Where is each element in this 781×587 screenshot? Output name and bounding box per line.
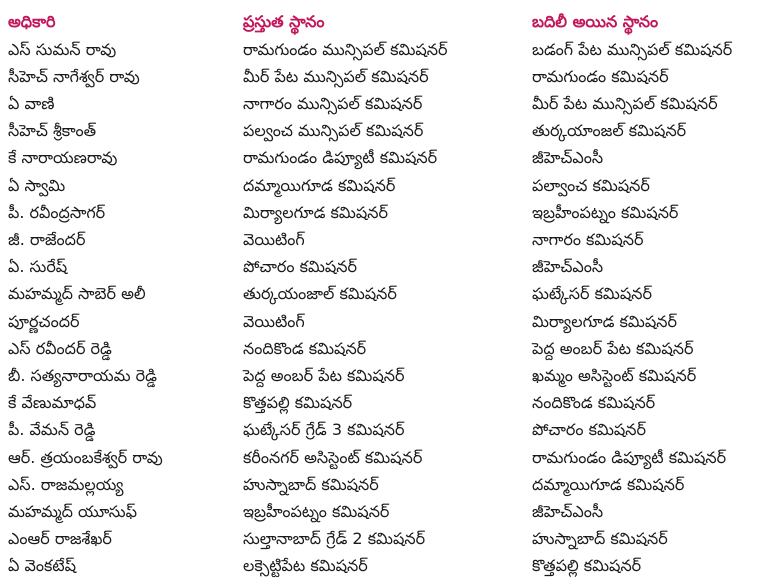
officer-name: ఎంఆర్ రాజశేఖర్ xyxy=(8,529,112,549)
officer-name: ఆర్. త్రయంబకేశ్వర్ రావు xyxy=(8,447,163,467)
current-post: పోచారం కమిషనర్ xyxy=(243,257,358,277)
table-row xyxy=(0,552,781,579)
current-post: నందికొండ కమిషనర్ xyxy=(243,338,367,358)
officer-name: పీ. రవీంద్రసాగర్ xyxy=(8,202,106,222)
current-post: మిర్యాలగూడ కమిషనర్ xyxy=(243,202,388,222)
new-post: రామగుండం కమిషనర్ xyxy=(532,66,669,86)
officer-name: మహమ్మద్ యూసుఫ్ xyxy=(8,501,137,521)
new-post: నాగారం కమిషనర్ xyxy=(532,229,644,249)
current-post: లక్సెట్టిపేట కమిషనర్ xyxy=(243,556,368,576)
new-post: జీహెచ్ఎంసీ xyxy=(532,257,604,277)
current-post: దమ్మాయిగూడ కమిషనర్ xyxy=(243,175,396,195)
new-post: రామగుండం డిప్యూటీ కమిషనర్ xyxy=(532,447,727,467)
table-row xyxy=(0,335,781,362)
officer-name: ఏ వెంకటేష్ xyxy=(8,556,77,576)
new-post: మిర్యాలగూడ కమిషనర్ xyxy=(532,311,677,331)
new-post: దమ్మాయిగూడ కమిషనర్ xyxy=(532,474,685,494)
header-row xyxy=(0,8,781,35)
current-post: రామగుండం డిప్యూటీ కమిషనర్ xyxy=(243,148,438,168)
current-post: ఘట్కేసర్ గ్రేడ్ 3 కమిషనర్ xyxy=(243,420,405,440)
new-post: పోచారం కమిషనర్ xyxy=(532,420,647,440)
officer-name: సీహెచ్ నాగేశ్వర్ రావు xyxy=(8,66,140,86)
current-post: వెయిటింగ్ xyxy=(243,229,305,249)
new-post: జీహెచ్ఎంసీ xyxy=(532,148,604,168)
current-post: తుర్కయంజాల్ కమిషనర్ xyxy=(243,284,397,304)
officer-name: జీ. రాజేందర్ xyxy=(8,229,86,249)
table-row xyxy=(0,253,781,280)
table-row xyxy=(0,63,781,90)
current-post: హుస్నాబాద్ కమిషనర్ xyxy=(243,474,379,494)
officer-name: సీహెచ్ శ్రీకాంత్ xyxy=(8,121,97,141)
new-post: పల్వాంచ కమిషనర్ xyxy=(532,175,650,195)
new-post: ఘట్కేసర్ కమిషనర్ xyxy=(532,284,652,304)
table-row xyxy=(0,444,781,471)
officer-name: మహమ్మద్ సాబెర్ అలీ xyxy=(8,284,146,304)
table-row xyxy=(0,199,781,226)
officer-name: కే వేణుమాధవ్ xyxy=(8,393,97,413)
new-post: ఖమ్మం అసిస్టెంట్ కమిషనర్ xyxy=(532,365,697,385)
officer-name: పీ. వేమన్ రెడ్డి xyxy=(8,420,96,440)
new-post: నందికొండ కమిషనర్ xyxy=(532,393,656,413)
current-post: కొత్తపల్లి కమిషనర్ xyxy=(243,393,353,413)
current-post: పెద్ద అంబర్ పేట కమిషనర్ xyxy=(243,365,405,385)
table-row xyxy=(0,389,781,416)
officer-name: ఎస్ సుమన్ రావు xyxy=(8,39,117,59)
current-post: కరీంనగర్ అసిస్టెంట్ కమిషనర్ xyxy=(243,447,423,467)
header-current-post: ప్రస్తుత స్థానం xyxy=(243,12,325,31)
officer-name: ఎస్ రవీందర్ రెడ్డి xyxy=(8,338,112,358)
officer-name: పూర్ణచందర్ xyxy=(8,311,80,331)
header-new-post: బదిలీ అయిన స్థానం xyxy=(532,12,659,31)
new-post: మీర్ పేట మున్సిపల్ కమిషనర్ xyxy=(532,93,718,113)
officer-name: ఏ వాణి xyxy=(8,93,55,113)
officer-name: బీ. సత్యనారాయమ రెడ్డి xyxy=(8,365,157,385)
new-post: జీహెచ్ఎంసీ xyxy=(532,501,604,521)
table-row xyxy=(0,117,781,144)
table-row xyxy=(0,416,781,443)
table-row xyxy=(0,172,781,199)
new-post: ఇబ్రహీంపట్నం కమిషనర్ xyxy=(532,202,679,222)
table-row xyxy=(0,226,781,253)
current-post: మీర్ పేట మున్సిపల్ కమిషనర్ xyxy=(243,66,429,86)
officer-name: ఏ. సురేష్ xyxy=(8,257,68,277)
header-officer: అధికారి xyxy=(8,12,56,31)
table-row xyxy=(0,308,781,335)
new-post: హుస్నాబాద్ కమిషనర్ xyxy=(532,529,668,549)
new-post: పెద్ద అంబర్ పేట కమిషనర్ xyxy=(532,338,694,358)
table-row xyxy=(0,90,781,117)
current-post: రామగుండం మున్సిపల్ కమిషనర్ xyxy=(243,39,448,59)
table-row xyxy=(0,144,781,171)
table-row xyxy=(0,498,781,525)
officer-name: ఎస్. రాజమల్లయ్య xyxy=(8,474,124,494)
table-row xyxy=(0,280,781,307)
current-post: నాగారం మున్సిపల్ కమిషనర్ xyxy=(243,93,423,113)
current-post: సుల్తానాబాద్ గ్రేడ్ 2 కమిషనర్ xyxy=(243,529,426,549)
current-post: ఇబ్రహీంపట్నం కమిషనర్ xyxy=(243,501,390,521)
new-post: తుర్కయాంజల్ కమిషనర్ xyxy=(532,121,687,141)
table-row xyxy=(0,471,781,498)
table-row xyxy=(0,36,781,63)
new-post: బడంగ్ పేట మున్సిపల్ కమిషనర్ xyxy=(532,39,733,59)
new-post: కొత్తపల్లి కమిషనర్ xyxy=(532,556,642,576)
officer-name: ఏ స్వామి xyxy=(8,175,66,195)
officer-name: కే నారాయణరావు xyxy=(8,148,118,168)
current-post: పల్వంచ మున్సిపల్ కమిషనర్ xyxy=(243,121,424,141)
table-row xyxy=(0,362,781,389)
table-row xyxy=(0,525,781,552)
current-post: వెయిటింగ్ xyxy=(243,311,305,331)
